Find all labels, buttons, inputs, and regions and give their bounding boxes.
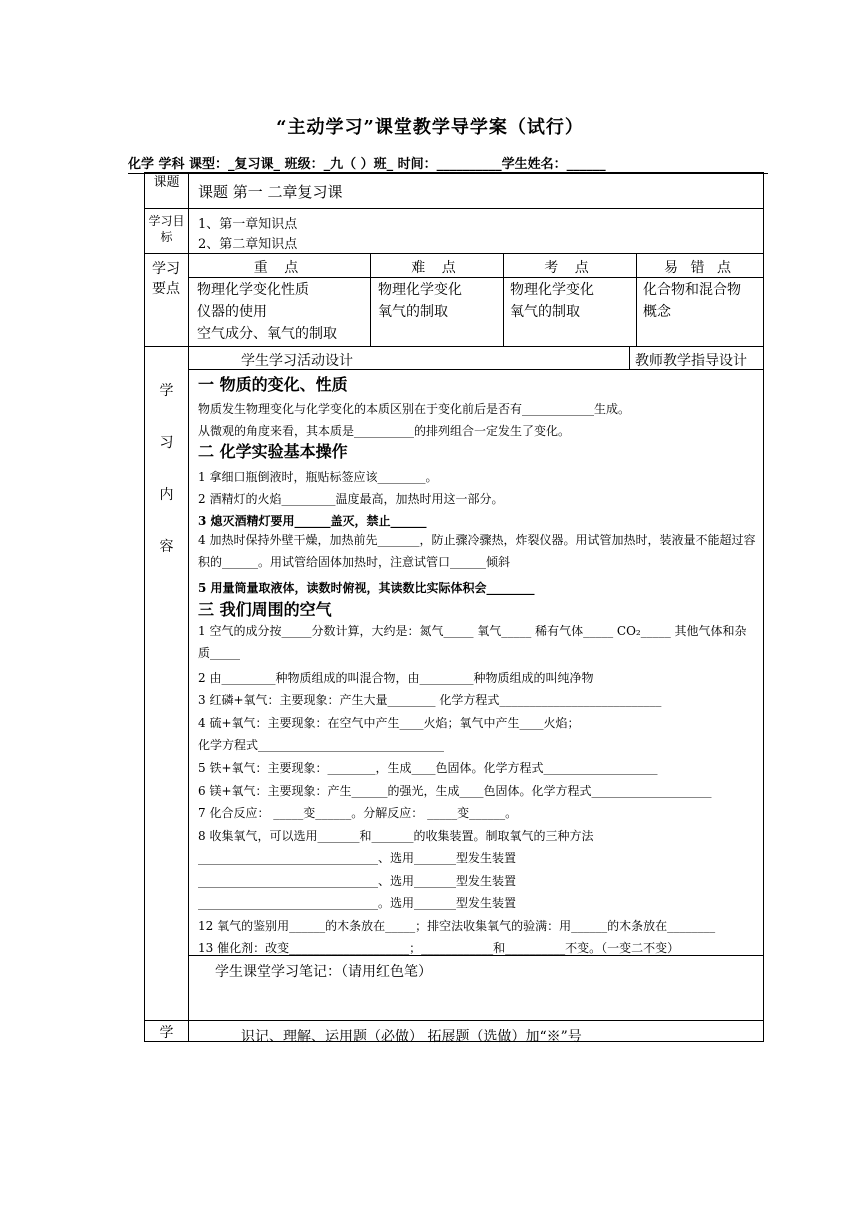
key-point-3: 空气成分、氧气的制取 (197, 326, 337, 342)
s3-line-14: 13 催化剂：改变____________________；____________和__________不变。（一变二不变） (198, 941, 680, 955)
label-points: 学习要点 (152, 261, 180, 297)
s3-line-12: ______________________________。选用_______型发生装置 (198, 896, 517, 910)
label-content-3: 内 (159, 487, 174, 503)
s3-line-4: 4 硫+氧气：主要现象：在空气中产生____火焰；氧气中产生____火焰； (198, 716, 580, 730)
s3-line-13: 12 氧气的鉴别用______的木条放在_____；排空法收集氧气的验满：用______的木条放在________ (198, 919, 716, 933)
s2-line-3: 3 熄灭酒精灯要用______盖灭，禁止______ (198, 514, 427, 528)
difficult-point-2: 氧气的制取 (378, 304, 448, 320)
student-design-header: 学生学习活动设计 (241, 353, 353, 369)
goal-2: 2、第二章知识点 (198, 237, 298, 252)
header-difficult-points: 难 点 (411, 260, 462, 276)
s3-line-6: 5 铁+氧气：主要现象：________，生成____色固体。化学方程式___________________ (198, 761, 658, 775)
bottom-instructions: 识记、理解、运用题（必做） 拓展题（选做）加“※”号 (241, 1029, 582, 1045)
header-key-points: 重 点 (253, 260, 305, 276)
difficult-point-1: 物理化学变化 (378, 282, 462, 298)
lesson-table (144, 172, 764, 1045)
goal-1: 1、第一章知识点 (198, 217, 298, 232)
teacher-design-header: 教师教学指导设计 (635, 353, 747, 369)
error-point-1: 化合物和混合物 (643, 282, 741, 298)
label-content-4: 容 (159, 539, 174, 555)
s1-line-2: 从微观的角度来看，其本质是__________的排列组合一定发生了变化。 (198, 424, 571, 438)
key-point-1: 物理化学变化性质 (197, 282, 309, 298)
s3-line-9: 8 收集氧气，可以选用_______和_______的收集装置。制取氧气的三种方法 (198, 829, 594, 843)
s3-line-10: ______________________________、选用_______型发生装置 (198, 851, 517, 865)
header-exam-points: 考 点 (544, 260, 595, 276)
label-content-2: 习 (159, 435, 174, 451)
s3-line-2: 2 由_________种物质组成的叫混合物，由_________种物质组成的叫纯净物 (198, 671, 594, 685)
s2-line-4: 4 加热时保持外壁干燥，加热前先_______，防止骤冷骤热，炸裂仪器。用试管加热时，装液量不能超过容积的______。用试管给固体加热时，注意试管口______倾斜 (198, 533, 756, 569)
section-1-title: 一 物质的变化、性质 (198, 375, 348, 394)
label-goal: 学习目标 (148, 214, 185, 244)
s1-line-1: 物质发生物理变化与化学变化的本质区别在于变化前后是否有____________生成。 (198, 402, 631, 416)
s3-line-3: 3 红磷+氧气：主要现象：产生大量________ 化学方程式___________________________ (198, 693, 662, 707)
s3-line-8: 7 化合反应： _____变______。分解反应： _____变______。 (198, 806, 518, 820)
s3-line-1: 1 空气的成分按_____分数计算，大约是：氮气_____ 氧气_____ 稀有气体_____ CO₂_____ 其他气体和杂质_____ (198, 624, 747, 660)
label-bottom: 学 (159, 1025, 174, 1041)
s3-line-5: 化学方程式_______________________________ (198, 738, 445, 752)
s3-line-11: ______________________________、选用_______型发生装置 (198, 874, 517, 888)
header-meta: 化学 学科 课型：_复习课_ 班级：_九（ ）班_ 时间：__________学生姓名：______ (128, 153, 768, 174)
exam-point-1: 物理化学变化 (510, 282, 594, 298)
s2-line-5: 5 用量筒量取液体，读数时俯视，其读数比实际体积会________ (198, 581, 535, 595)
error-point-2: 概念 (643, 304, 671, 320)
topic-text: 课题 第一 二章复习课 (198, 183, 343, 201)
section-2-title: 二 化学实验基本操作 (198, 442, 348, 461)
label-content-1: 学 (159, 383, 174, 399)
s2-line-1: 1 拿细口瓶倒液时，瓶贴标签应该________。 (198, 470, 438, 484)
header-error-points: 易 错 点 (664, 260, 735, 276)
s3-line-7: 6 镁+氧气：主要现象：产生______的强光，生成____色固体。化学方程式____________________ (198, 784, 712, 798)
s2-line-2: 2 酒精灯的火焰_________温度最高，加热时用这一部分。 (198, 492, 504, 506)
section-3-title: 三 我们周围的空气 (198, 600, 332, 619)
notes-label: 学生课堂学习笔记：（请用红色笔） (215, 964, 432, 980)
key-point-2: 仪器的使用 (197, 304, 267, 320)
label-topic: 课题 (153, 175, 180, 190)
exam-point-2: 氧气的制取 (510, 304, 580, 320)
page-title: “主动学习”课堂教学导学案（试行） (276, 117, 584, 138)
